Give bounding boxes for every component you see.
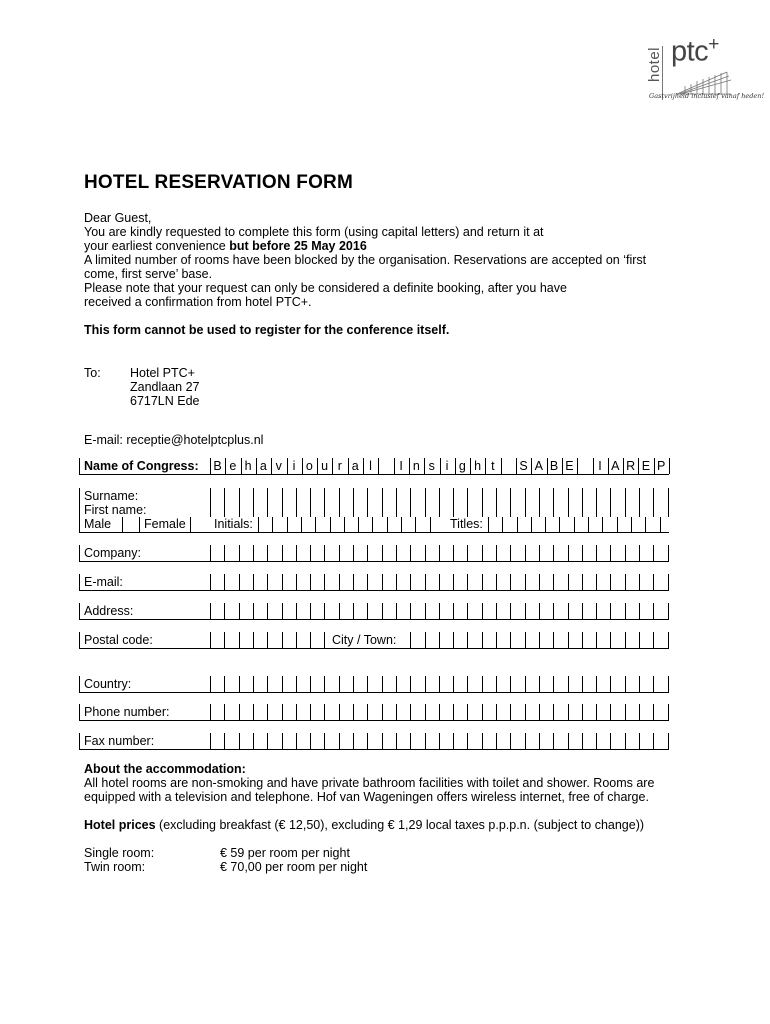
female-label: Female [144, 517, 186, 531]
congress-char: n [412, 459, 420, 473]
contact-email: E-mail: receptie@hotelptcplus.nl [84, 433, 264, 447]
titles-label: Titles: [450, 517, 483, 531]
company-cell-divider [668, 545, 669, 561]
postal-code-left-border [79, 632, 80, 648]
company-input[interactable] [210, 545, 668, 561]
single-room-price: € 59 per room per night [220, 846, 350, 860]
titles-input[interactable] [488, 517, 668, 532]
email-left-border [79, 574, 80, 590]
city-label: City / Town: [332, 633, 397, 647]
intro-line-2: your earliest convenience but before 25 May 2016 [84, 239, 367, 253]
address-line-1: Hotel PTC+ [130, 366, 195, 380]
congress-cell-divider [378, 458, 379, 474]
personal-left-border [79, 488, 80, 532]
congress-label: Name of Congress: [84, 459, 199, 473]
fax-number-left-border [79, 733, 80, 749]
address-underline [79, 619, 669, 620]
logo-hotel-text: hotel [646, 46, 664, 83]
country-label: Country: [84, 677, 132, 691]
postal-code-label: Postal code: [84, 633, 153, 647]
female-option[interactable] [140, 516, 190, 532]
accommodation-title: About the accommodation: [84, 762, 246, 776]
congress-char: A [611, 459, 620, 473]
congress-char: E [565, 459, 574, 473]
congress-char: t [491, 459, 495, 473]
congress-char: u [321, 459, 329, 473]
logo-ptc-text: ptc+ [671, 34, 719, 68]
accommodation-line-2: equipped with a television and telephone. Hof van Wageningen offers wireless internet, free of charge. [84, 790, 649, 804]
country-input[interactable] [210, 676, 668, 692]
congress-char: i [292, 459, 296, 473]
email-underline [79, 590, 669, 591]
hotel-prices: Hotel prices (excluding breakfast (€ 12,50), excluding € 1,29 local taxes p.p.p.n. (subject to change)) [84, 818, 645, 832]
congress-underline [79, 474, 669, 475]
male-label: Male [84, 517, 112, 531]
female-box-end [190, 517, 191, 532]
address-input[interactable] [210, 603, 668, 619]
congress-char: S [519, 459, 528, 473]
congress-char: v [275, 459, 282, 473]
congress-char: h [474, 459, 482, 473]
congress-cell-divider [501, 458, 502, 474]
accommodation-line-1: All hotel rooms are non-smoking and have private bathroom facilities with toilet and shower. Rooms are [84, 776, 655, 790]
congress-char: E [641, 459, 651, 473]
congress-char: i [445, 459, 449, 473]
intro-line-4: come, first serve’ base. [84, 267, 213, 281]
address-left-border [79, 603, 80, 619]
congress-char: R [626, 459, 636, 473]
address-label: Address: [84, 604, 134, 618]
congress-char: I [399, 459, 403, 473]
twin-room-price: € 70,00 per room per night [220, 860, 368, 874]
logo-tagline: Gastvrijheid inclusief vanaf heden! [649, 92, 765, 100]
personal-underline [79, 532, 669, 533]
congress-char: h [244, 459, 252, 473]
company-underline [79, 561, 669, 562]
phone-number-label: Phone number: [84, 705, 170, 719]
congress-char: r [337, 459, 342, 473]
warning-text: This form cannot be used to register for the conference itself. [84, 323, 450, 337]
greeting: Dear Guest, [84, 211, 152, 225]
intro-line-5: Please note that your request can only be considered a definite booking, after you have [84, 281, 567, 295]
company-left-border [79, 545, 80, 561]
congress-char: l [369, 459, 372, 473]
city-input[interactable] [405, 632, 668, 648]
company-label: Company: [84, 546, 141, 560]
congress-char: B [549, 459, 559, 473]
congress-char: e [229, 459, 237, 473]
email-input[interactable] [210, 574, 668, 590]
fax-number-cell-divider [668, 733, 669, 749]
address-cell-divider [668, 603, 669, 619]
country-left-border [79, 676, 80, 692]
country-cell-divider [668, 676, 669, 692]
phone-number-left-border [79, 704, 80, 720]
email-label: E-mail: [84, 575, 123, 589]
single-room-label: Single room: [84, 846, 155, 860]
country-underline [79, 692, 669, 693]
intro-line-6: received a confirmation from hotel PTC+. [84, 295, 312, 309]
first-name-label: First name: [84, 503, 147, 517]
address-line-2: Zandlaan 27 [130, 380, 200, 394]
fax-number-underline [79, 749, 669, 750]
congress-left-border [79, 458, 80, 474]
surname-label: Surname: [84, 489, 139, 503]
congress-cell-divider [669, 458, 670, 474]
postal-code-cell-divider [668, 632, 669, 648]
phone-number-input[interactable] [210, 704, 668, 720]
initials-input[interactable] [258, 517, 440, 532]
male-option[interactable] [84, 516, 139, 532]
intro-line-1: You are kindly requested to complete this form (using capital letters) and return it at [84, 225, 544, 239]
congress-char: s [428, 459, 435, 473]
congress-char: o [305, 459, 313, 473]
to-label: To: [84, 366, 101, 380]
surname-input[interactable] [210, 488, 668, 502]
initials-label: Initials: [214, 517, 253, 531]
name-cell-divider [668, 488, 669, 517]
postal-code-underline [79, 648, 669, 649]
email-cell-divider [668, 574, 669, 590]
phone-number-underline [79, 720, 669, 721]
twin-room-label: Twin room: [84, 860, 146, 874]
phone-number-cell-divider [668, 704, 669, 720]
first-name-input[interactable] [210, 502, 668, 516]
congress-char: I [598, 459, 602, 473]
address-line-3: 6717LN Ede [130, 394, 200, 408]
congress-char: A [534, 459, 543, 473]
fax-number-label: Fax number: [84, 734, 155, 748]
congress-char: B [213, 459, 222, 473]
fax-number-input[interactable] [210, 733, 668, 749]
congress-cell-divider [577, 458, 578, 474]
congress-char: g [458, 459, 466, 473]
intro-line-3: A limited number of rooms have been blocked by the organisation. Reservations are accepted on ‘first [84, 253, 647, 267]
hotel-logo [645, 34, 765, 102]
congress-char: a [351, 459, 359, 473]
congress-char: a [259, 459, 267, 473]
congress-char: P [657, 459, 666, 473]
page-title: HOTEL RESERVATION FORM [84, 172, 354, 193]
